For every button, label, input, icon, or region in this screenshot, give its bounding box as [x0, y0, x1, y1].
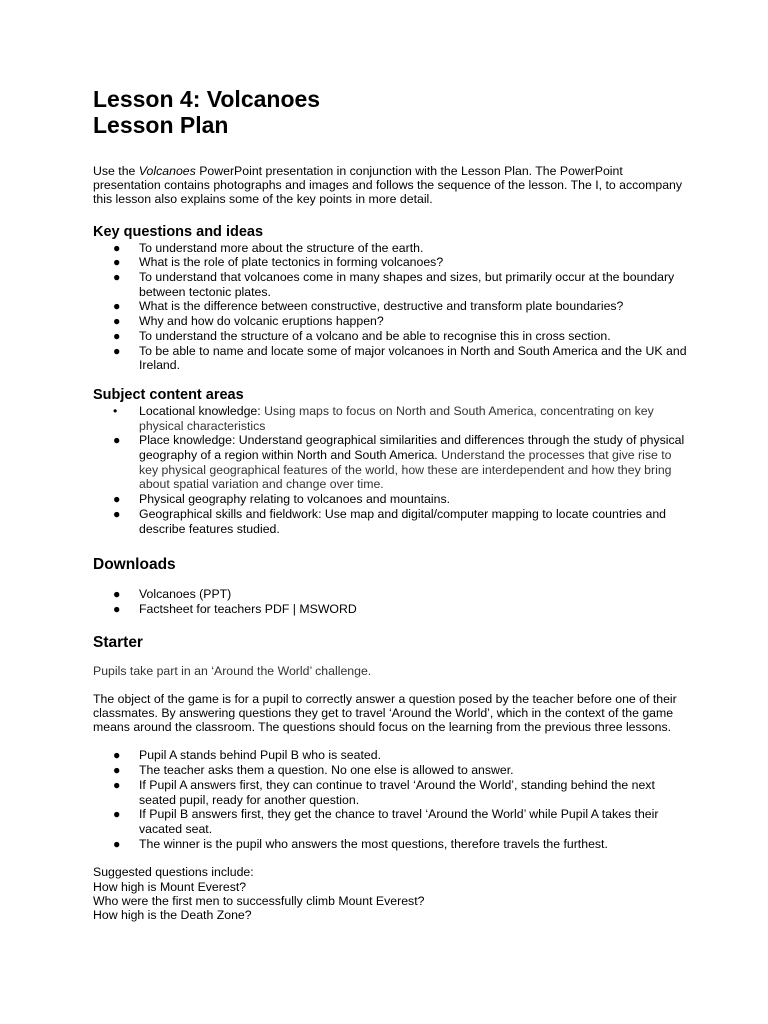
list-item — [93, 344, 688, 373]
suggested-questions — [93, 865, 688, 922]
list-item-text: Understand the processes that give rise to key physical geographical features of the world, how these are interdependent and how they bring about spatial variation and change over time. — [139, 448, 672, 492]
bullet-icon: ● — [113, 314, 121, 329]
list-item — [93, 807, 688, 836]
list-item-text: To understand the structure of a volcano and be able to recognise this in cross section. — [139, 328, 611, 343]
list-item-text: What is the role of plate tectonics in forming volcanoes? — [139, 255, 444, 270]
bullet-icon: ● — [113, 492, 121, 507]
list-item — [93, 329, 688, 344]
starter-intro: Pupils take part in an ‘Around the World’ challenge. — [93, 663, 372, 678]
suggested-question: Who were the first men to successfully climb Mount Everest? — [93, 893, 425, 908]
list-item-text: Using maps to focus on North and South America, concentrating on key physical characteristics — [139, 403, 654, 433]
list-item-text: If Pupil B answers first, they get the chance to travel ‘Around the World’ while Pupil A takes their vacated seat. — [139, 807, 659, 836]
list-item-label: Place knowledge: Understand geographical similarities and differences through the study of physical geography of a region within North and South America. — [139, 433, 685, 463]
list-item-label: Locational knowledge: — [139, 403, 261, 418]
page-title — [93, 86, 688, 138]
starter-heading: Starter — [93, 633, 143, 651]
intro-pre: Use the — [93, 164, 139, 178]
subject-content-list — [93, 404, 688, 536]
title-line-lesson: Lesson 4: Volcanoes — [93, 86, 321, 112]
suggested-question: How high is the Death Zone? — [93, 908, 252, 923]
list-item-text: Why and how do volcanic eruptions happen? — [139, 314, 384, 329]
bullet-icon: ● — [113, 763, 121, 778]
download-item[interactable] — [93, 587, 688, 602]
bullet-icon: ● — [113, 328, 121, 343]
list-item-text: What is the difference between constructive, destructive and transform plate boundaries? — [139, 299, 624, 314]
list-item-text: The teacher asks them a question. No one else is allowed to answer. — [139, 763, 514, 778]
starter-rules-list — [93, 748, 688, 851]
list-item-text: Physical geography relating to volcanoes and mountains. — [139, 492, 451, 507]
downloads-heading: Downloads — [93, 556, 176, 574]
bullet-icon: ● — [113, 748, 121, 763]
title-line-plan: Lesson Plan — [93, 112, 229, 138]
list-item-text: To understand more about the structure of the earth. — [139, 240, 424, 255]
list-item-text: To be able to name and locate some of major volcanoes in North and South America and the UK and Ireland. — [139, 343, 687, 373]
list-item — [93, 299, 688, 314]
intro-em: Volcanoes — [138, 164, 196, 178]
list-item — [93, 507, 688, 536]
bullet-icon: ● — [113, 255, 121, 270]
key-questions-list — [93, 241, 688, 373]
starter-description: The object of the game is for a pupil to correctly answer a question posed by the teacher before one of their classmates. By answering questions they get to travel ‘Around the World’, which in the context of the game means around the classroom. The questions should focus on the learning from the previous three lessons. — [93, 691, 677, 735]
list-item — [93, 748, 688, 763]
subject-content-heading: Subject content areas — [93, 386, 244, 403]
suggested-intro: Suggested questions include: — [93, 865, 254, 880]
list-item — [93, 778, 688, 807]
bullet-icon: ● — [113, 587, 121, 602]
bullet-icon: ● — [113, 343, 121, 358]
downloads-list — [93, 587, 688, 616]
intro-paragraph — [93, 164, 688, 207]
list-item — [93, 255, 688, 270]
bullet-icon: ● — [113, 836, 121, 851]
bullet-icon: ● — [113, 240, 121, 255]
download-link-factsheet[interactable]: Factsheet for teachers PDF | MSWORD — [139, 601, 357, 616]
bullet-icon: ● — [113, 299, 121, 314]
list-item — [93, 837, 688, 852]
bullet-icon: • — [113, 403, 118, 418]
bullet-icon: ● — [113, 601, 121, 616]
list-item — [93, 433, 688, 492]
key-questions-heading: Key questions and ideas — [93, 223, 264, 240]
list-item — [93, 492, 688, 507]
bullet-icon: ● — [113, 506, 121, 521]
bullet-icon: ● — [113, 270, 121, 285]
list-item-text: The winner is the pupil who answers the most questions, therefore travels the furthest. — [139, 836, 608, 851]
list-item — [93, 270, 688, 299]
list-item-text: Pupil A stands behind Pupil B who is seated. — [139, 748, 381, 763]
list-item-text: To understand that volcanoes come in many shapes and sizes, but primarily occur at the boundary between tectonic plates. — [139, 270, 675, 299]
download-link-volcanoes-ppt[interactable]: Volcanoes (PPT) — [139, 587, 232, 602]
list-item-text: Geographical skills and fieldwork: Use map and digital/computer mapping to locate countries and describe features studied. — [139, 506, 667, 536]
list-item-text: If Pupil A answers first, they can continue to travel ‘Around the World’, standing behind the next seated pupil, ready for another question. — [139, 777, 655, 807]
suggested-question: How high is Mount Everest? — [93, 879, 247, 894]
list-item — [93, 241, 688, 256]
list-item — [93, 314, 688, 329]
intro-post: PowerPoint presentation in conjunction with the Lesson Plan. The PowerPoint presentation contains photographs and images and follows the sequence of the lesson. The I, to accompany this lesson also explains some of the key points in more detail. — [93, 164, 683, 207]
bullet-icon: ● — [113, 807, 121, 822]
list-item — [93, 763, 688, 778]
bullet-icon: ● — [113, 777, 121, 792]
list-item — [93, 404, 688, 433]
bullet-icon: ● — [113, 433, 121, 448]
download-item[interactable] — [93, 602, 688, 617]
